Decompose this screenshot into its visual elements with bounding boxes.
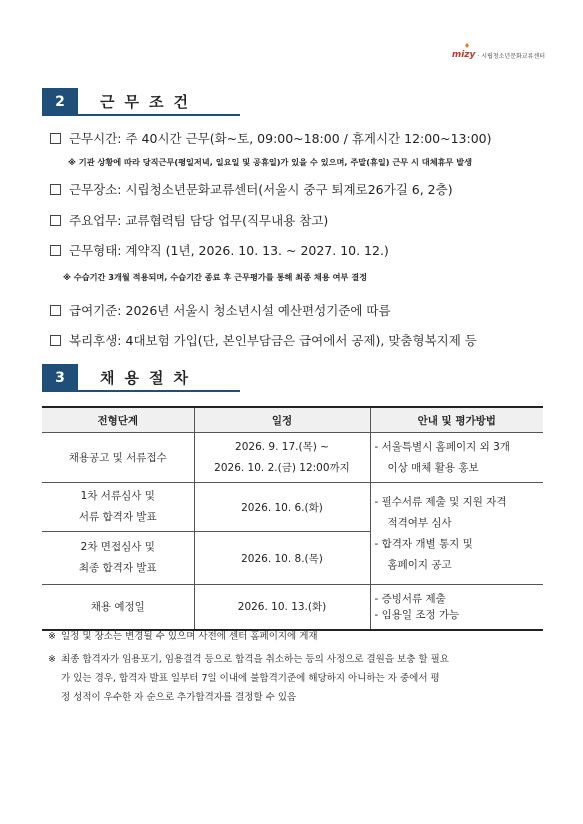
date-cell: 2026. 10. 8.(목) xyxy=(194,532,370,585)
stage-cell: 채용 예정일 xyxy=(42,585,194,630)
section-3-title: 채용절차 xyxy=(78,364,240,392)
stage-cell xyxy=(42,483,194,532)
table-header-row xyxy=(42,407,543,433)
hours-note: ※ 기관 상황에 따라 당직근무(평일저녁, 일요일 및 공휴일)가 있을 수 있으며, 주말(휴일) 근무 시 대체휴무 발생 xyxy=(68,157,473,167)
checkbox-icon xyxy=(50,305,61,316)
recruitment-schedule-table xyxy=(42,406,543,631)
guide-line: - 서울특별시 홈페이지 외 3개 xyxy=(374,440,510,453)
checkbox-icon xyxy=(50,335,61,346)
condition-salary xyxy=(50,301,391,319)
condition-type xyxy=(50,241,389,259)
guide-cell xyxy=(370,433,543,483)
condition-place xyxy=(50,180,453,198)
center-logo xyxy=(451,42,545,60)
section-3-heading xyxy=(42,364,240,392)
guide-line: 이상 매체 활용 홍보 xyxy=(387,461,479,474)
stage-cell: 채용공고 및 서류접수 xyxy=(42,433,194,483)
logo-subtitle: · 시립청소년문화교류센터 xyxy=(477,53,545,60)
flame-icon: ♦ xyxy=(463,42,471,50)
table-row xyxy=(42,483,543,532)
footnote-text: 가 있는 경우, 합격자 발표 일부터 7일 이내에 불합격기준에 해당하지 아니하는 자 중에서 평 xyxy=(61,673,440,684)
condition-duty xyxy=(50,211,328,229)
stage-line: 서류 합격자 발표 xyxy=(78,511,157,523)
condition-type-text: 근무형태: 계약직 (1년, 2026. 10. 13. ~ 2027. 10. 12.) xyxy=(69,243,389,258)
condition-hours-text: 근무시간: 주 40시간 근무(화~토, 09:00~18:00 / 휴게시간 12:00~13:00) xyxy=(69,131,492,146)
guide-line: - 증빙서류 제출 xyxy=(374,592,446,605)
checkbox-icon xyxy=(50,245,61,256)
guide-line: 홈페이지 공고 xyxy=(387,558,452,571)
footnote-schedule-change xyxy=(48,627,543,646)
condition-hours xyxy=(50,129,492,147)
stage-line: 2차 면접심사 및 xyxy=(80,541,155,553)
condition-duty-text: 주요업무: 교류협력팀 담당 업무(직무내용 참고) xyxy=(69,213,329,228)
date-line: 2026. 9. 17.(목) ~ xyxy=(235,440,329,453)
section-2-title: 근무조건 xyxy=(78,88,240,116)
footnote-text: 일정 및 장소는 변경될 수 있으며 사전에 센터 홈페이지에 게재 xyxy=(61,631,318,642)
date-line: 2026. 10. 2.(금) 12:00까지 xyxy=(214,461,350,474)
logo-brand: mizy xyxy=(451,50,476,60)
note-mark: ※ xyxy=(48,631,56,642)
note-mark: ※ xyxy=(48,654,56,665)
footnote-text: 최종 합격자가 임용포기, 임용결격 등으로 합격을 취소하는 등의 사정으로 결원을 보충 할 필요 xyxy=(61,654,449,665)
checkbox-icon xyxy=(50,133,61,144)
stage-line: 최종 합격자 발표 xyxy=(78,562,157,574)
footnote-text: 정 성적이 우수한 자 순으로 추가합격자를 결정할 수 있음 xyxy=(61,692,297,703)
date-cell: 2026. 10. 13.(화) xyxy=(194,585,370,630)
date-cell: 2026. 10. 6.(화) xyxy=(194,483,370,532)
section-2-number: 2 xyxy=(42,88,78,116)
section-2-heading xyxy=(42,88,240,116)
guide-cell xyxy=(370,483,543,585)
condition-welfare-text: 복리후생: 4대보험 가입(단, 본인부담금은 급여에서 공제), 맞춤형복지제 등 xyxy=(69,333,477,348)
checkbox-icon xyxy=(50,215,61,226)
condition-welfare xyxy=(50,331,477,349)
condition-salary-text: 급여기준: 2026년 서울시 청소년시설 예산편성기준에 따름 xyxy=(69,303,391,318)
guide-line: - 필수서류 제출 및 지원 자격 xyxy=(374,495,507,508)
table-row xyxy=(42,585,543,630)
footnote-additional-pass xyxy=(48,650,543,707)
guide-cell xyxy=(370,585,543,630)
stage-line: 1차 서류심사 및 xyxy=(80,490,155,502)
guide-line: - 임용일 조정 가능 xyxy=(374,608,460,621)
table-row xyxy=(42,433,543,483)
header-date: 일정 xyxy=(194,407,370,433)
condition-place-text: 근무장소: 시립청소년문화교류센터(서울시 중구 퇴계로26가길 6, 2층) xyxy=(69,182,453,197)
section-3-number: 3 xyxy=(42,364,78,392)
stage-cell xyxy=(42,532,194,585)
header-stage: 전형단계 xyxy=(42,407,194,433)
type-note: ※ 수습기간 3개월 적용되며, 수습기간 종료 후 근무평가를 통해 최종 채용 여부 결정 xyxy=(63,272,368,282)
checkbox-icon xyxy=(50,184,61,195)
header-guide: 안내 및 평가방법 xyxy=(370,407,543,433)
date-cell xyxy=(194,433,370,483)
guide-line: - 합격자 개별 통지 및 xyxy=(374,537,473,550)
guide-line: 적격여부 심사 xyxy=(387,516,452,529)
